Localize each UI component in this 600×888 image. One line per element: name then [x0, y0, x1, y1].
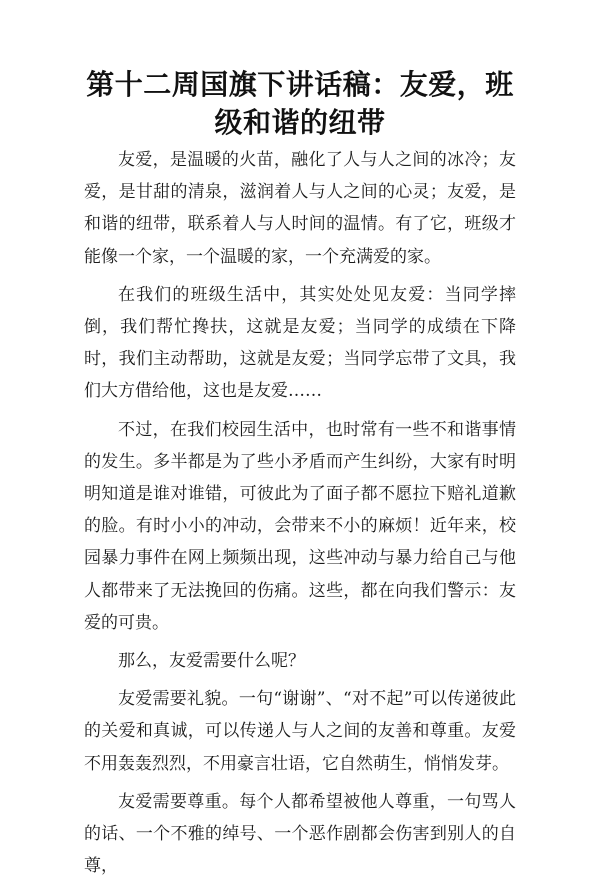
paragraph: 那么，友爱需要什么呢？ [118, 651, 305, 672]
paragraph: 友爱，是温暖的火苗，融化了人与人之间的冰冷；友爱，是甘甜的清泉，滋润着人与人之间的心灵；友爱，是和谐的纽带，联系着人与人时间的温情。有了它，班级才能像一个家，一个温暖的家，一个充满爱的家。 [84, 150, 516, 267]
paragraph: 友爱需要礼貌。一句“谢谢”、“对不起”可以传递彼此的关爱和真诚，可以传递人与人之间的友善和尊重。友爱不用轰轰烈烈，不用豪言壮语，它自然萌生，悄悄发芽。 [84, 689, 516, 774]
document-title: 第十二周国旗下讲话稿：友爱，班级和谐的纽带 [86, 68, 514, 139]
paragraph: 在我们的班级生活中，其实处处见友爱：当同学摔倒，我们帮忙搀扶，这就是友爱；当同学的成绩在下降时，我们主动帮助，这就是友爱；当同学忘带了文具，我们大方借给他，这也是友爱…… [84, 284, 516, 402]
paragraph: 不过，在我们校园生活中，也时常有一些不和谐事情的发生。多半都是为了些小矛盾而产生纠纷，大家有时明明知道是谁对谁错，可彼此为了面子都不愿拉下赔礼道歉的脸。有时小小的冲动，会带来不小的麻烦！近年来，校园暴力事件在网上频频出现，这些冲动与暴力给自己与他人都带来了无法挽回的伤痛。这些，都在向我们警示：友爱的可贵。 [84, 419, 516, 633]
document-body [84, 144, 516, 888]
paragraph: 友爱需要尊重。每个人都希望被他人尊重，一句骂人的话、一个不雅的绰号、一个恶作剧都会伤害到别人的自尊， [84, 791, 516, 877]
